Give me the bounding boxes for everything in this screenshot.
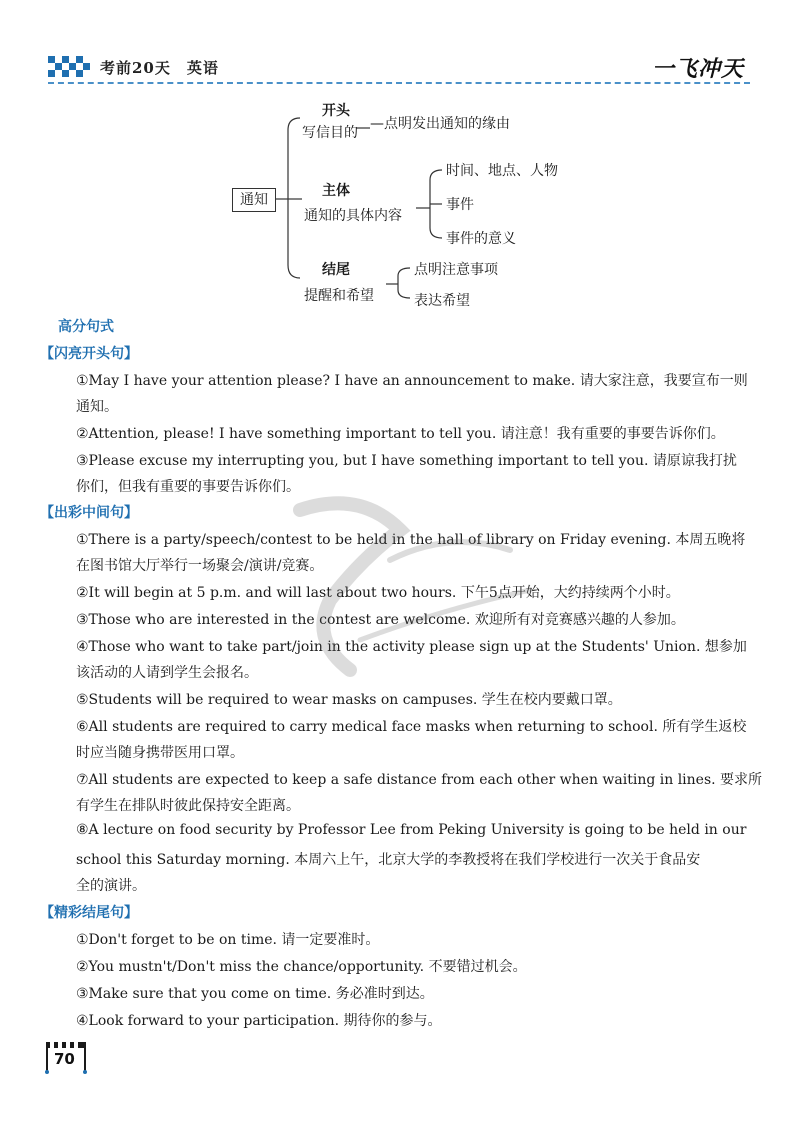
mindmap-body-leaf: 事件 — [446, 197, 474, 213]
mindmap-ending-leaf: 表达希望 — [414, 293, 470, 309]
sentence-line: ②You mustn't/Don't miss the chance/opportunity. 不要错过机会。 — [76, 959, 527, 975]
sentence-line: ⑥All students are required to carry medical face masks when returning to school. 所有学生返校 — [76, 719, 747, 735]
sentence-line: school this Saturday morning. 本周六上午，北京大学的李教授将在我们学校进行一次关于食品安 — [76, 852, 701, 868]
sentence-line: 该活动的人请到学生会报名。 — [76, 665, 258, 681]
sentence-line: 全的演讲。 — [76, 878, 146, 894]
sentence-line: ⑤Students will be required to wear masks on campuses. 学生在校内要戴口罩。 — [76, 692, 622, 708]
sentence-line: ①May I have your attention please? I have an announcement to make. 请大家注意，我要宣布一则 — [76, 373, 748, 389]
sentence-line: 有学生在排队时彼此保持安全距离。 — [76, 798, 300, 814]
mindmap-connectors — [0, 0, 800, 320]
sentence-line: 你们，但我有重要的事要告诉你们。 — [76, 479, 300, 495]
mindmap-ending-leaf: 点明注意事项 — [414, 262, 498, 278]
brand-logo: 一飞冲天 — [651, 57, 744, 82]
sentence-line: ①There is a party/speech/contest to be held in the hall of library on Friday evening. 本周五晚将 — [76, 532, 746, 548]
mindmap-body-leaf: 时间、地点、人物 — [446, 163, 558, 179]
mindmap-body-leaf: 事件的意义 — [446, 231, 516, 247]
sentence-line: ⑦All students are expected to keep a safe distance from each other when waiting in lines. 要求所 — [76, 772, 763, 788]
sentence-line: ⑧A lecture on food security by Professor Lee from Peking University is going to be held in our — [76, 822, 747, 838]
middles-heading: 【出彩中间句】 — [40, 505, 138, 521]
mindmap-body-title: 主体 — [322, 183, 350, 199]
page-number: 70 — [54, 1050, 75, 1068]
watermark-logo — [240, 470, 560, 690]
mindmap-body-desc: 通知的具体内容 — [304, 208, 402, 224]
sentence-line: ②It will begin at 5 p.m. and will last about two hours. 下午5点开始，大约持续两个小时。 — [76, 585, 680, 601]
sentence-line: ②Attention, please! I have something important to tell you. 请注意！我有重要的事要告诉你们。 — [76, 426, 725, 442]
sentence-line: ③Please excuse my interrupting you, but I have something important to tell you. 请原谅我打扰 — [76, 453, 737, 469]
sentence-line: ③Those who are interested in the contest are welcome. 欢迎所有对竞赛感兴趣的人参加。 — [76, 612, 685, 628]
mindmap-opening-title: 开头 — [322, 103, 350, 119]
closers-heading: 【精彩结尾句】 — [40, 905, 138, 921]
mindmap-opening-leaf: —点明发出通知的缘由 — [370, 116, 510, 132]
sentence-line: 通知。 — [76, 399, 118, 415]
sentence-line: ①Don't forget to be on time. 请一定要准时。 — [76, 932, 380, 948]
sentence-line: ④Those who want to take part/join in the activity please sign up at the Students' Union. 想参加 — [76, 639, 747, 655]
sentence-line: ④Look forward to your participation. 期待你的参与。 — [76, 1013, 442, 1029]
mindmap-ending-desc: 提醒和希望 — [304, 288, 374, 304]
sentence-line: 在图书馆大厅举行一场聚会/演讲/竞赛。 — [76, 558, 324, 574]
mindmap-root: 通知 — [232, 188, 276, 212]
mindmap-ending-title: 结尾 — [322, 262, 350, 278]
section-title: 高分句式 — [58, 319, 114, 335]
sentence-line: ③Make sure that you come on time. 务必准时到达。 — [76, 986, 434, 1002]
openers-heading: 【闪亮开头句】 — [40, 346, 138, 362]
sentence-line: 时应当随身携带医用口罩。 — [76, 745, 244, 761]
book-title: 考前20天 英语 — [100, 59, 219, 77]
mindmap-opening-desc: 写信目的 — [302, 125, 358, 141]
